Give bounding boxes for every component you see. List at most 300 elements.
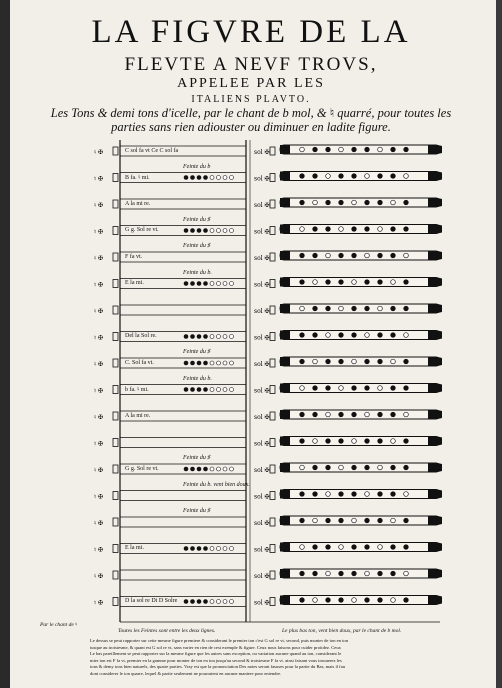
feinte-label: Feinte du b. vent bien doux.: [183, 481, 250, 488]
flute-finger-hole: [404, 545, 409, 550]
flute-finger-hole: [391, 200, 396, 205]
flute-bell: [428, 595, 442, 605]
left-clef-box: [113, 227, 118, 235]
left-clef-box: [113, 359, 118, 367]
fingering-dot: [184, 282, 188, 286]
flute-finger-hole: [326, 386, 331, 391]
fingering-dot: [197, 361, 201, 365]
fingering-dot: [184, 467, 188, 471]
fingering-dot: [204, 467, 208, 471]
right-clef-mark: sol ✠: [254, 493, 270, 501]
fingering-dot: [210, 229, 214, 233]
flute-finger-hole: [378, 518, 383, 523]
fingering-dot: [204, 176, 208, 180]
flute-finger-hole: [404, 280, 409, 285]
right-clef-mark: sol ✠: [254, 414, 270, 421]
flute-finger-hole: [313, 571, 318, 576]
fingering-dot: [197, 176, 201, 180]
flute-finger-hole: [326, 253, 331, 258]
fingering-dot: [204, 335, 208, 339]
right-clef-box: [270, 465, 275, 473]
flute-finger-hole: [391, 306, 396, 311]
flute-bell: [428, 171, 442, 181]
fingering-dot: [217, 361, 221, 365]
right-clef-mark: sol ✠: [254, 546, 270, 554]
flute-finger-hole: [300, 200, 305, 205]
flute-bell: [428, 224, 442, 234]
flute-finger-hole: [352, 598, 357, 603]
fingering-dot: [197, 335, 201, 339]
flute-finger-hole: [313, 492, 318, 497]
right-clef-mark: sol ✠: [254, 175, 270, 183]
flute-finger-hole: [300, 439, 305, 444]
flute-finger-hole: [339, 492, 344, 497]
right-clef-mark: sol ✠: [254, 440, 270, 448]
left-clef-mark: ♮ ✠: [94, 599, 104, 607]
flute-bell: [428, 251, 442, 261]
flute-finger-hole: [365, 439, 370, 444]
fingering-dot: [204, 600, 208, 604]
flute-finger-hole: [339, 306, 344, 311]
flute-finger-hole: [391, 227, 396, 232]
right-clef-box: [270, 253, 275, 261]
flute-finger-hole: [300, 359, 305, 364]
flute-bell: [428, 463, 442, 473]
flute-finger-hole: [339, 200, 344, 205]
flute-finger-hole: [365, 147, 370, 152]
flute-finger-hole: [378, 253, 383, 258]
flute-finger-hole: [339, 465, 344, 470]
flute-finger-hole: [391, 386, 396, 391]
flute-finger-hole: [313, 200, 318, 205]
flute-finger-hole: [378, 227, 383, 232]
right-clef-box: [270, 386, 275, 394]
left-clef-box: [113, 412, 118, 420]
note-name: Del la Sol re.: [125, 333, 157, 339]
flute-finger-hole: [352, 492, 357, 497]
fingering-dot: [184, 547, 188, 551]
left-clef-box: [113, 439, 118, 447]
fingering-dot: [223, 176, 227, 180]
flute-finger-hole: [352, 174, 357, 179]
fingering-dot: [184, 600, 188, 604]
flute-mouthpiece: [280, 569, 290, 578]
flute-finger-hole: [326, 333, 331, 338]
flute-finger-hole: [339, 147, 344, 152]
flute-finger-hole: [404, 333, 409, 338]
flute-finger-hole: [365, 386, 370, 391]
flute-finger-hole: [352, 253, 357, 258]
fingering-dot: [230, 335, 234, 339]
flute-finger-hole: [378, 465, 383, 470]
flute-finger-hole: [352, 386, 357, 391]
flute-finger-hole: [313, 359, 318, 364]
fingering-dot: [197, 282, 201, 286]
right-clef-box: [270, 333, 275, 341]
flute-finger-hole: [365, 518, 370, 523]
flute-finger-hole: [378, 571, 383, 576]
flute-finger-hole: [391, 439, 396, 444]
left-clef-mark: ♮ ✠: [94, 175, 104, 183]
flute-finger-hole: [404, 492, 409, 497]
fingering-dot: [230, 467, 234, 471]
note-name: E la mi.: [125, 545, 144, 551]
fingering-dot: [230, 361, 234, 365]
flute-finger-hole: [404, 412, 409, 417]
left-clef-box: [113, 386, 118, 394]
fingering-dot: [230, 176, 234, 180]
footer-left-caption: Par le chant de ♮: [40, 622, 78, 628]
fingering-dot: [223, 229, 227, 233]
flute-finger-hole: [352, 359, 357, 364]
flute-mouthpiece: [280, 410, 290, 419]
flute-finger-hole: [352, 465, 357, 470]
flute-finger-hole: [378, 492, 383, 497]
flute-finger-hole: [300, 571, 305, 576]
flute-finger-hole: [404, 359, 409, 364]
flute-finger-hole: [313, 306, 318, 311]
flute-finger-hole: [365, 253, 370, 258]
flute-bell: [428, 383, 442, 393]
flute-finger-hole: [391, 333, 396, 338]
fingering-dot: [184, 229, 188, 233]
flute-finger-hole: [300, 227, 305, 232]
flute-finger-hole: [352, 412, 357, 417]
fingering-dot: [191, 547, 195, 551]
left-clef-box: [113, 200, 118, 208]
left-clef-mark: ♮ ✠: [94, 573, 104, 580]
flute-finger-hole: [313, 412, 318, 417]
right-clef-box: [270, 439, 275, 447]
right-clef-box: [270, 147, 275, 155]
fingering-dot: [210, 600, 214, 604]
flute-finger-hole: [313, 174, 318, 179]
flute-finger-hole: [339, 280, 344, 285]
flute-finger-hole: [365, 280, 370, 285]
left-clef-box: [113, 571, 118, 579]
left-clef-mark: ♮ ✠: [94, 546, 104, 554]
fingering-dot: [217, 547, 221, 551]
fingering-dot: [204, 229, 208, 233]
flute-finger-hole: [404, 227, 409, 232]
flute-finger-hole: [391, 359, 396, 364]
note-name: B fa. ♮ mi.: [125, 175, 150, 181]
flute-mouthpiece: [280, 304, 290, 313]
feinte-label: Feinte du ♯: [183, 243, 211, 249]
flute-finger-hole: [300, 253, 305, 258]
footer-paragraph: iusque au troisiesme, & quant est G sol re vt, sans varier en rien de cest exemple & figure. Ceux nous faisons pour cuider proiidez. Ceux: [90, 644, 341, 650]
left-clef-box: [113, 465, 118, 473]
fingering-dot: [230, 282, 234, 286]
flute-finger-hole: [365, 571, 370, 576]
flute-finger-hole: [339, 333, 344, 338]
right-clef-box: [270, 571, 275, 579]
left-clef-mark: ♮ ✠: [94, 149, 104, 156]
flute-finger-hole: [300, 306, 305, 311]
flute-finger-hole: [326, 598, 331, 603]
flute-finger-hole: [391, 545, 396, 550]
fingering-dot: [217, 229, 221, 233]
note-name: A la mi re.: [125, 200, 151, 207]
right-clef-mark: sol ✠: [254, 361, 270, 368]
right-clef-mark: sol ✠: [254, 387, 270, 395]
flute-finger-hole: [326, 147, 331, 152]
note-name: F fa vt.: [125, 253, 143, 260]
left-clef-box: [113, 253, 118, 261]
flute-bell: [428, 569, 442, 579]
flute-finger-hole: [339, 253, 344, 258]
fingering-dot: [210, 547, 214, 551]
flute-finger-hole: [352, 571, 357, 576]
flute-finger-hole: [326, 174, 331, 179]
footer-paragraph: mier ton est F fa vt, premier en la gamme pour monter de ton en ton jusqu'au second & troisiesme F fa vt. ainsi faisant vous trouuerez les: [90, 657, 342, 663]
note-name: G g. Sol re vt.: [125, 465, 159, 472]
flute-finger-hole: [378, 545, 383, 550]
flute-finger-hole: [300, 545, 305, 550]
flute-finger-hole: [404, 174, 409, 179]
left-clef-box: [113, 147, 118, 155]
left-clef-mark: ♮ ✠: [94, 308, 104, 315]
fingering-dot: [223, 282, 227, 286]
flute-finger-hole: [365, 359, 370, 364]
right-clef-mark: sol ✠: [254, 228, 270, 236]
flute-finger-hole: [378, 439, 383, 444]
fingering-dot: [230, 600, 234, 604]
flute-finger-hole: [352, 280, 357, 285]
note-name: C. Sol fa vt.: [125, 359, 154, 366]
right-clef-box: [270, 306, 275, 314]
flute-finger-hole: [300, 598, 305, 603]
flute-finger-hole: [391, 174, 396, 179]
page-title: LA FIGVRE DE LA: [91, 14, 411, 50]
flute-finger-hole: [300, 147, 305, 152]
flute-finger-hole: [378, 333, 383, 338]
flute-mouthpiece: [280, 516, 290, 525]
right-clef-mark: sol ✠: [254, 334, 270, 342]
fingering-dot: [197, 600, 201, 604]
flute-finger-hole: [352, 147, 357, 152]
fingering-dot: [191, 388, 195, 392]
right-clef-box: [270, 227, 275, 235]
feinte-label: Feinte du b: [183, 163, 211, 170]
flute-finger-hole: [326, 200, 331, 205]
flute-finger-hole: [326, 545, 331, 550]
footer-paragraph: Le bas pareillement se peut rapporter sur la mesme figure que les autres sans exception, ou variation aucune quand au ton, considerant le: [90, 651, 342, 657]
flute-finger-hole: [352, 333, 357, 338]
left-clef-mark: ♮ ✠: [94, 255, 104, 262]
flute-finger-hole: [378, 306, 383, 311]
footer-caption-2: Le plus bas ton, vent bien doux, par le chant de b mol.: [282, 628, 402, 634]
flute-finger-hole: [313, 386, 318, 391]
left-clef-mark: ♮ ✠: [94, 387, 104, 395]
left-clef-box: [113, 333, 118, 341]
flute-finger-hole: [365, 306, 370, 311]
right-clef-box: [270, 492, 275, 500]
flute-finger-hole: [339, 545, 344, 550]
flute-mouthpiece: [280, 278, 290, 287]
fingering-dot: [191, 282, 195, 286]
flute-finger-hole: [326, 492, 331, 497]
flute-finger-hole: [365, 598, 370, 603]
flute-finger-hole: [352, 545, 357, 550]
page-subtitle-line2: FLEVTE A NEVF TROVS,: [124, 54, 378, 75]
right-clef-mark: sol ✠: [254, 520, 270, 527]
page-subtitle-line4: ITALIENS PLAVTO.: [191, 94, 311, 105]
flute-finger-hole: [313, 280, 318, 285]
flute-finger-hole: [313, 333, 318, 338]
fingering-dot: [197, 229, 201, 233]
flute-finger-hole: [339, 227, 344, 232]
flute-finger-hole: [378, 386, 383, 391]
flute-mouthpiece: [280, 357, 290, 366]
left-clef-mark: ♮ ✠: [94, 440, 104, 448]
footer-paragraph: dont considerer le ton quarre, lequel & partie seulement ne pourraient en aucune maniere pour entendre.: [90, 670, 282, 676]
flute-bell: [428, 198, 442, 208]
fingering-dot: [184, 176, 188, 180]
flute-mouthpiece: [280, 198, 290, 207]
fingering-dot: [223, 467, 227, 471]
left-clef-mark: ♮ ✠: [94, 414, 104, 421]
flute-finger-hole: [404, 147, 409, 152]
flute-finger-hole: [378, 280, 383, 285]
left-clef-box: [113, 306, 118, 314]
fingering-dot: [191, 361, 195, 365]
flute-finger-hole: [326, 439, 331, 444]
fingering-dot: [197, 547, 201, 551]
footer-caption-1: Toutes les Feintes sont entre les deux lignes.: [118, 628, 216, 634]
fingering-dot: [204, 547, 208, 551]
flute-finger-hole: [352, 518, 357, 523]
flute-finger-hole: [391, 518, 396, 523]
fingering-dot: [191, 176, 195, 180]
flute-mouthpiece: [280, 437, 290, 446]
flute-finger-hole: [326, 518, 331, 523]
flute-mouthpiece: [280, 543, 290, 552]
flute-finger-hole: [365, 333, 370, 338]
flute-finger-hole: [339, 571, 344, 576]
flute-finger-hole: [404, 439, 409, 444]
fingering-dot: [223, 547, 227, 551]
right-clef-mark: sol ✠: [254, 599, 270, 607]
flute-finger-hole: [313, 227, 318, 232]
flute-mouthpiece: [280, 331, 290, 340]
fingering-dot: [210, 388, 214, 392]
feinte-label: Feinte du ♯: [183, 455, 211, 461]
feinte-label: Feinte du b.: [183, 375, 212, 382]
fingering-dot: [210, 361, 214, 365]
right-clef-mark: sol ✠: [254, 308, 270, 315]
note-name: D la sol re Di D Solre: [125, 598, 178, 604]
fingering-dot: [204, 361, 208, 365]
flute-finger-hole: [300, 412, 305, 417]
flute-finger-hole: [313, 598, 318, 603]
flute-finger-hole: [313, 545, 318, 550]
flute-finger-hole: [339, 359, 344, 364]
fingering-dot: [191, 600, 195, 604]
right-clef-box: [270, 280, 275, 288]
flute-finger-hole: [313, 253, 318, 258]
flute-finger-hole: [326, 306, 331, 311]
flute-finger-hole: [391, 465, 396, 470]
flute-finger-hole: [365, 227, 370, 232]
note-name: A la mi re.: [125, 412, 151, 419]
fingering-dot: [217, 282, 221, 286]
flute-finger-hole: [391, 412, 396, 417]
flute-finger-hole: [404, 306, 409, 311]
fingering-dot: [223, 335, 227, 339]
flute-bell: [428, 330, 442, 340]
right-clef-box: [270, 598, 275, 606]
fingering-dot: [184, 361, 188, 365]
flute-finger-hole: [365, 492, 370, 497]
flute-mouthpiece: [280, 225, 290, 234]
flute-finger-hole: [326, 465, 331, 470]
feinte-label: Feinte du b.: [183, 269, 212, 276]
fingering-dot: [210, 282, 214, 286]
flute-finger-hole: [300, 280, 305, 285]
flute-finger-hole: [339, 386, 344, 391]
flute-bell: [428, 357, 442, 367]
flute-finger-hole: [339, 412, 344, 417]
right-clef-mark: sol ✠: [254, 573, 270, 580]
fingering-dot: [184, 335, 188, 339]
flute-finger-hole: [326, 227, 331, 232]
right-clef-box: [270, 412, 275, 420]
note-name: b fa. ♮ mi.: [125, 387, 149, 393]
page-subtitle-line3: APPELEE PAR LES: [177, 76, 325, 91]
left-clef-box: [113, 545, 118, 553]
flute-mouthpiece: [280, 490, 290, 499]
flute-bell: [428, 304, 442, 314]
flute-finger-hole: [313, 439, 318, 444]
flute-finger-hole: [391, 280, 396, 285]
fingering-dot: [204, 388, 208, 392]
flute-finger-hole: [365, 174, 370, 179]
note-name: E la mi.: [125, 280, 144, 286]
left-clef-mark: ♮ ✠: [94, 202, 104, 209]
flute-mouthpiece: [280, 145, 290, 154]
flute-finger-hole: [352, 227, 357, 232]
note-name: C sol fa vt Ce C sol fa: [125, 147, 179, 154]
flute-finger-hole: [378, 412, 383, 417]
fingering-dot: [217, 335, 221, 339]
flute-finger-hole: [326, 359, 331, 364]
flute-finger-hole: [300, 465, 305, 470]
note-name: G g. Sol re vt.: [125, 227, 159, 233]
left-clef-box: [113, 492, 118, 500]
footer-paragraph: tons & demy tons bien naturels, des quatre parties. Vray est que la prononciation Des notes seront fausses pour la partie du Bas, mais il fau: [90, 664, 346, 670]
fingering-dot: [230, 547, 234, 551]
left-clef-box: [113, 174, 118, 182]
fingering-dot: [210, 467, 214, 471]
flute-finger-hole: [339, 174, 344, 179]
feinte-label: Feinte du ♯: [183, 349, 211, 355]
left-clef-mark: ♮ ✠: [94, 228, 104, 236]
fingering-dot: [217, 176, 221, 180]
flute-finger-hole: [365, 545, 370, 550]
fingering-dot: [191, 229, 195, 233]
flute-bell: [428, 410, 442, 420]
flute-finger-hole: [404, 200, 409, 205]
flute-finger-hole: [391, 598, 396, 603]
footer-paragraph: Le dessus se peut rapporter sur cette mesme figure premiere & considerant le premier ton c'est G sol re vt, second, puis monter de ton en ton: [90, 638, 348, 643]
flute-finger-hole: [326, 412, 331, 417]
flute-finger-hole: [378, 200, 383, 205]
right-clef-mark: sol ✠: [254, 467, 270, 474]
flute-finger-hole: [352, 439, 357, 444]
flute-bell: [428, 489, 442, 499]
fingering-dot: [184, 388, 188, 392]
